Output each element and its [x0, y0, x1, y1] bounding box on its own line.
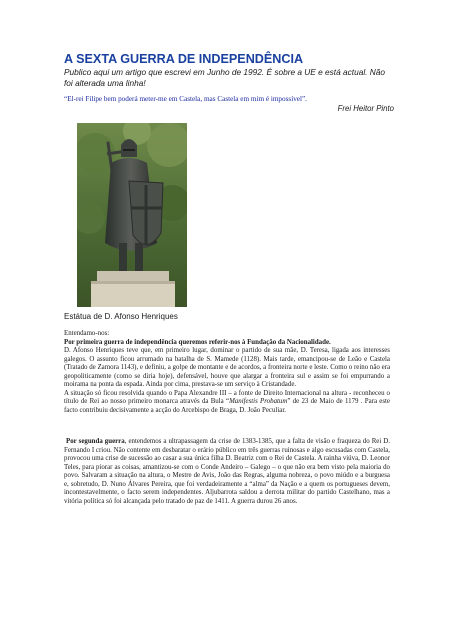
section-one-paragraph: D. Afonso Henriques teve que, em primeiro lugar, dominar o partido de sua mãe, D. Teresa, ligada aos interesses galegos. O assunto ficou arrumado na batalha de S. Mamede (1128). Mais tarde, emancipou-se de Leão e Castela (Tratado de Zamora 1143), e definiu, a golpe de montante e de acordos, a fronteira norte e leste. Como o reino não era geopoliticamente (como se diria hoje), defensável, houve que alargar a fronteira sul e assim se foi empurrando a moirama na ponta da espada. Ainda por cima, prestava-se um serviço à Cristandade.	[64, 347, 390, 388]
article-title: A SEXTA GUERRA DE INDEPENDÊNCIA	[64, 52, 304, 66]
section-one-paragraph-2: A situação só ficou resolvida quando o Papa Alexandre III – a fonte de Direito Internacional na altura - reconheceu o título de Rei ao nosso primeiro monarca através da Bula “Manifestis Probatum” de 23 de Maio de 1179 . Para este facto contribuiu decisivamente a acção do Arcebispo de Braga, D. João Peculiar.	[64, 389, 390, 414]
epigraph-quote: “El-rei Filipe bem poderá meter-me em Castela, mas Castela em mim é impossível”.	[64, 95, 307, 103]
image-caption: Estátua de D. Afonso Henriques	[64, 312, 178, 321]
opening-line: Entendamo-nos:	[64, 330, 110, 337]
statue-photo	[77, 123, 187, 307]
papal-bull-title: Manifestis Probatum	[229, 398, 288, 405]
article-intro: Publico aqui um artigo que escrevi em Junho de 1992. É sobre a UE e está actual. Não foi alterada uma linha!	[64, 67, 386, 88]
section-one	[64, 330, 390, 415]
epigraph-author: Frei Heitor Pinto	[337, 104, 394, 113]
section-two-lead: Por segunda guerra	[66, 438, 125, 445]
section-two	[64, 438, 390, 506]
section-two-paragraph: Por segunda guerra, entendemos a ultrapassagem da crise de 1383-1385, que a falta de visão e fraqueza do Rei D. Fernando I criou. Não contente em desbaratar o erário público em três guerras ruinosas e algo escusadas com Castela, provocou uma crise de sucessão ao casar a sua única filha D. Beatriz com o Rei de Castela. A rainha viúva, D. Leonor Teles, para piorar as coisas, amantizou-se com o Conde Andeiro – Galego – o que não era bem visto pela maioria do povo. Salvaram a situação na altura, o Mestre de Avis, João das Regras, alguma nobreza, o povo miúdo e a burguesa e, sobretudo, D. Nuno Álvares Pereira, que foi verdadeiramente a “alma” da Nação e a quem os portugueses devem, incontestavelmente, o facto serem independentes. Aljubarrota saldou a derrota militar do partido Castelhano, mas a vitória política só foi alcançada pelo tratado de paz de 1411. A guerra durou 26 anos.	[64, 438, 391, 505]
section-one-lead: Por primeira guerra de independência queremos referir-nos à Fundação da Nacionalidade.	[64, 338, 331, 346]
statue-illustration	[77, 123, 187, 307]
